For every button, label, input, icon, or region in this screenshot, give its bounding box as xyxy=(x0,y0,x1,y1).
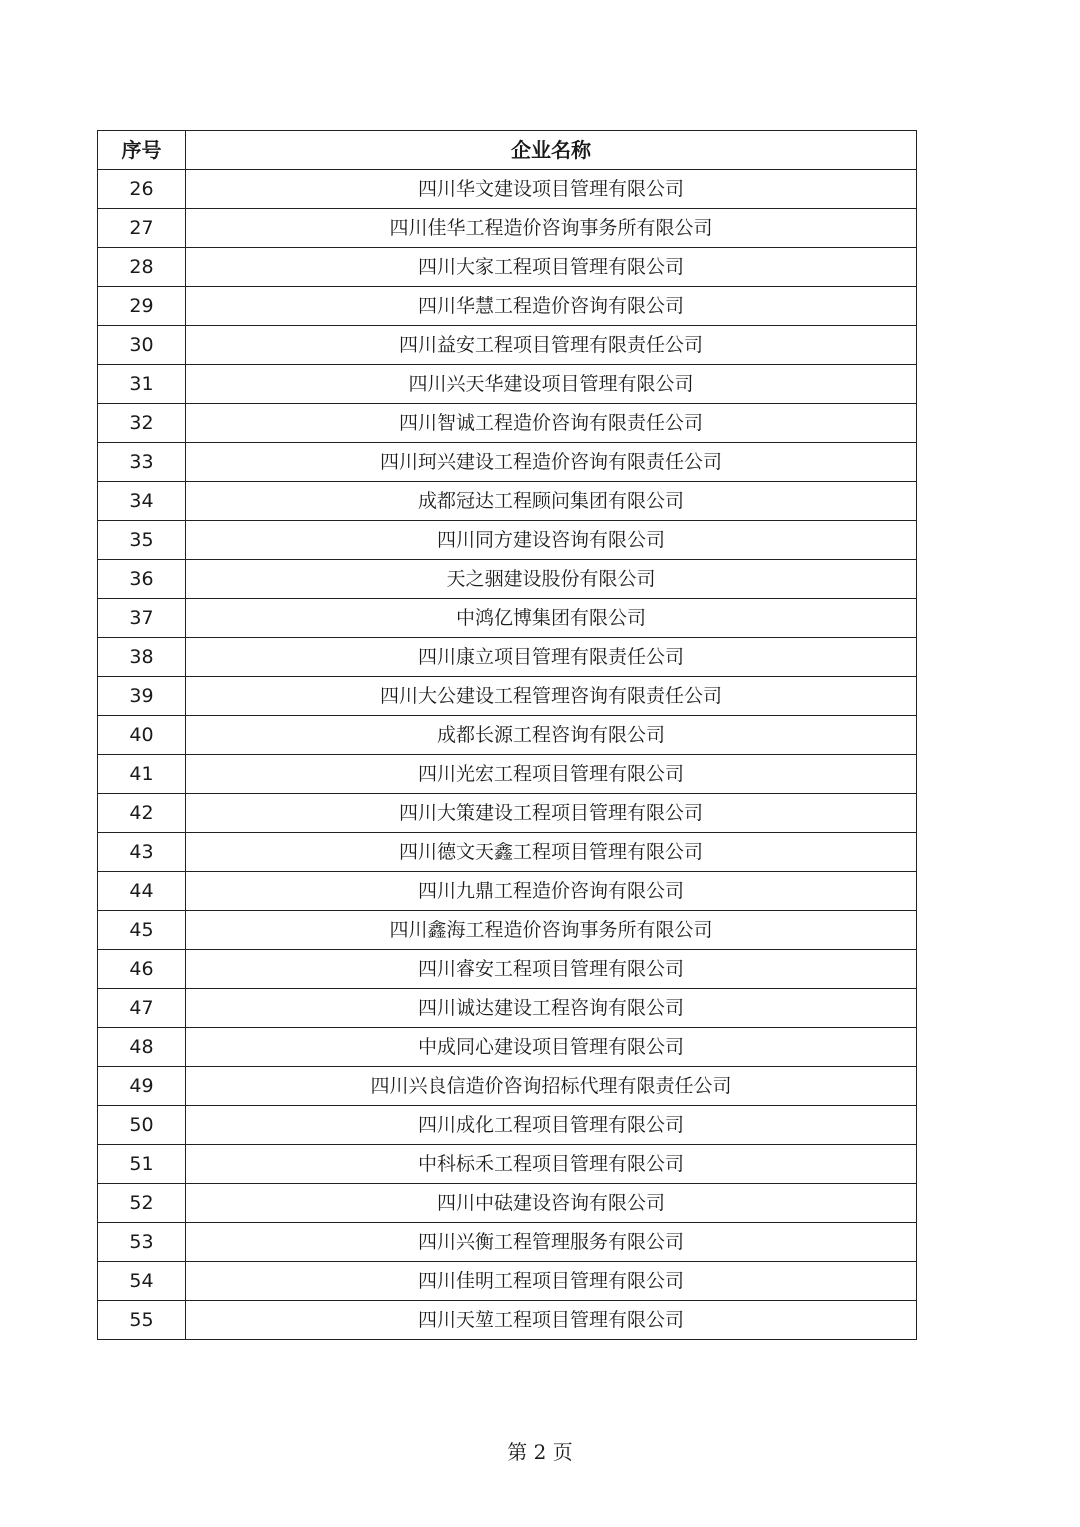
company-name: 四川诚达建设工程咨询有限公司 xyxy=(186,989,917,1028)
header-no: 序号 xyxy=(98,131,186,170)
table-row xyxy=(98,950,917,989)
row-number: 45 xyxy=(98,911,186,950)
row-number: 49 xyxy=(98,1067,186,1106)
row-number: 39 xyxy=(98,677,186,716)
company-name: 四川德文天鑫工程项目管理有限公司 xyxy=(186,833,917,872)
table-row xyxy=(98,365,917,404)
company-name: 四川九鼎工程造价咨询有限公司 xyxy=(186,872,917,911)
table-row xyxy=(98,1145,917,1184)
row-number: 36 xyxy=(98,560,186,599)
company-name: 四川康立项目管理有限责任公司 xyxy=(186,638,917,677)
row-number: 31 xyxy=(98,365,186,404)
row-number: 53 xyxy=(98,1223,186,1262)
company-name: 四川珂兴建设工程造价咨询有限责任公司 xyxy=(186,443,917,482)
row-number: 26 xyxy=(98,170,186,209)
company-name: 四川天堃工程项目管理有限公司 xyxy=(186,1301,917,1340)
company-name: 四川智诚工程造价咨询有限责任公司 xyxy=(186,404,917,443)
row-number: 27 xyxy=(98,209,186,248)
company-name: 四川睿安工程项目管理有限公司 xyxy=(186,950,917,989)
row-number: 52 xyxy=(98,1184,186,1223)
company-name: 四川兴良信造价咨询招标代理有限责任公司 xyxy=(186,1067,917,1106)
table-body xyxy=(98,170,917,1340)
company-name: 四川大公建设工程管理咨询有限责任公司 xyxy=(186,677,917,716)
company-name: 四川中砝建设咨询有限公司 xyxy=(186,1184,917,1223)
table-row xyxy=(98,1262,917,1301)
table-row xyxy=(98,1184,917,1223)
table-row xyxy=(98,911,917,950)
company-name: 四川同方建设咨询有限公司 xyxy=(186,521,917,560)
table-row xyxy=(98,287,917,326)
company-name: 四川兴天华建设项目管理有限公司 xyxy=(186,365,917,404)
table-row xyxy=(98,599,917,638)
row-number: 50 xyxy=(98,1106,186,1145)
company-name: 四川兴衡工程管理服务有限公司 xyxy=(186,1223,917,1262)
row-number: 32 xyxy=(98,404,186,443)
company-name: 四川佳华工程造价咨询事务所有限公司 xyxy=(186,209,917,248)
company-name: 中科标禾工程项目管理有限公司 xyxy=(186,1145,917,1184)
table-row xyxy=(98,755,917,794)
table-row xyxy=(98,716,917,755)
company-name: 四川大家工程项目管理有限公司 xyxy=(186,248,917,287)
table-row xyxy=(98,404,917,443)
table-header-row xyxy=(98,131,917,170)
row-number: 38 xyxy=(98,638,186,677)
table-row xyxy=(98,1106,917,1145)
row-number: 29 xyxy=(98,287,186,326)
row-number: 46 xyxy=(98,950,186,989)
company-name: 成都冠达工程顾问集团有限公司 xyxy=(186,482,917,521)
company-name: 四川大策建设工程项目管理有限公司 xyxy=(186,794,917,833)
table-row xyxy=(98,833,917,872)
header-name: 企业名称 xyxy=(186,131,917,170)
row-number: 47 xyxy=(98,989,186,1028)
company-name: 四川光宏工程项目管理有限公司 xyxy=(186,755,917,794)
page-number: 第 2 页 xyxy=(507,1440,573,1464)
enterprise-table xyxy=(97,130,917,1340)
row-number: 28 xyxy=(98,248,186,287)
row-number: 35 xyxy=(98,521,186,560)
row-number: 33 xyxy=(98,443,186,482)
table-row xyxy=(98,677,917,716)
table-row xyxy=(98,1223,917,1262)
row-number: 42 xyxy=(98,794,186,833)
row-number: 48 xyxy=(98,1028,186,1067)
row-number: 30 xyxy=(98,326,186,365)
company-name: 四川佳明工程项目管理有限公司 xyxy=(186,1262,917,1301)
table-row xyxy=(98,794,917,833)
company-name: 四川鑫海工程造价咨询事务所有限公司 xyxy=(186,911,917,950)
row-number: 43 xyxy=(98,833,186,872)
table-row xyxy=(98,170,917,209)
table-row xyxy=(98,560,917,599)
table-row xyxy=(98,521,917,560)
table-row xyxy=(98,443,917,482)
table-row xyxy=(98,1301,917,1340)
row-number: 44 xyxy=(98,872,186,911)
company-name: 天之骃建设股份有限公司 xyxy=(186,560,917,599)
table-row xyxy=(98,872,917,911)
company-name: 四川华慧工程造价咨询有限公司 xyxy=(186,287,917,326)
row-number: 41 xyxy=(98,755,186,794)
table-row xyxy=(98,638,917,677)
table-row xyxy=(98,482,917,521)
table-row xyxy=(98,248,917,287)
company-name: 四川益安工程项目管理有限责任公司 xyxy=(186,326,917,365)
row-number: 55 xyxy=(98,1301,186,1340)
row-number: 37 xyxy=(98,599,186,638)
table-row xyxy=(98,209,917,248)
row-number: 54 xyxy=(98,1262,186,1301)
table-row xyxy=(98,989,917,1028)
row-number: 40 xyxy=(98,716,186,755)
company-name: 四川成化工程项目管理有限公司 xyxy=(186,1106,917,1145)
table-row xyxy=(98,326,917,365)
company-name: 中成同心建设项目管理有限公司 xyxy=(186,1028,917,1067)
company-name: 成都长源工程咨询有限公司 xyxy=(186,716,917,755)
table-row xyxy=(98,1028,917,1067)
company-name: 四川华文建设项目管理有限公司 xyxy=(186,170,917,209)
row-number: 51 xyxy=(98,1145,186,1184)
company-name: 中鸿亿博集团有限公司 xyxy=(186,599,917,638)
table-row xyxy=(98,1067,917,1106)
row-number: 34 xyxy=(98,482,186,521)
